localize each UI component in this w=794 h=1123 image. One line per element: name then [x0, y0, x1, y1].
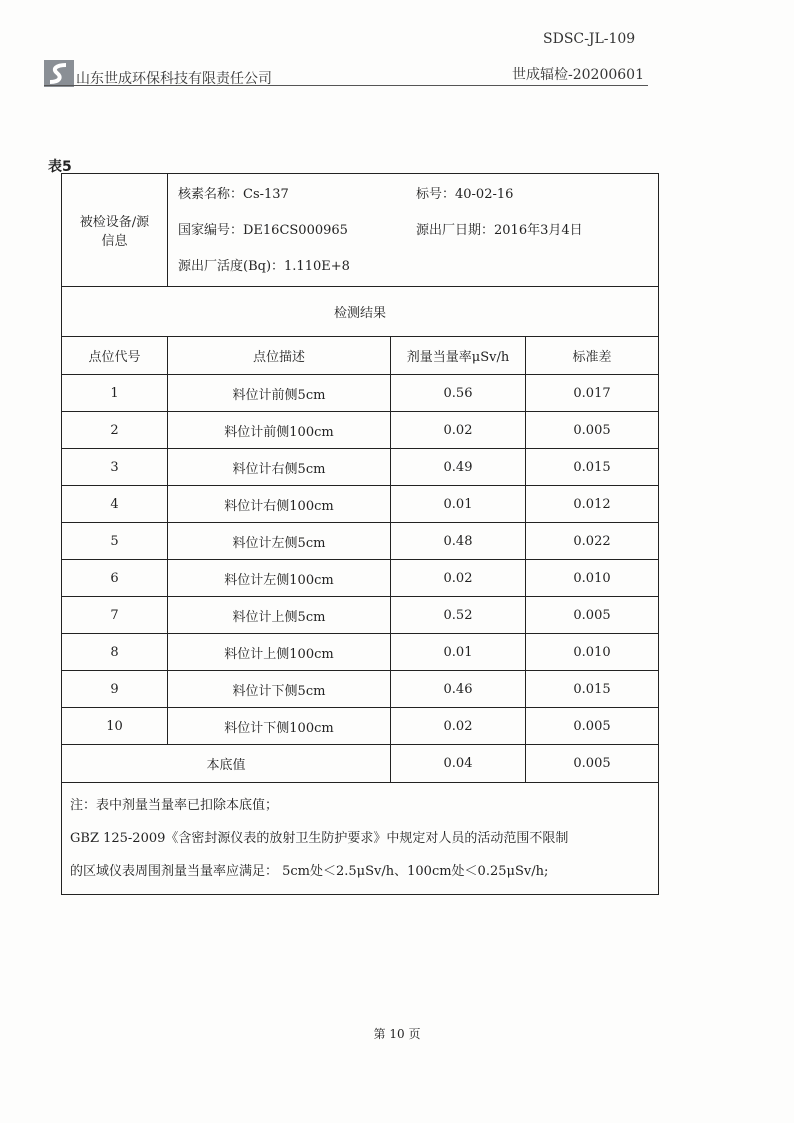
table-row — [62, 486, 659, 523]
point-description: 料位计上侧100cm — [168, 634, 391, 671]
table-header-row — [62, 337, 659, 375]
dose-rate: 0.02 — [391, 412, 526, 449]
standard-deviation: 0.005 — [526, 412, 659, 449]
column-header: 标准差 — [526, 337, 659, 375]
point-id: 2 — [62, 412, 168, 449]
note-line: GBZ 125-2009《含密封源仪表的放射卫生防护要求》中规定对人员的活动范围不限制 — [70, 831, 569, 846]
point-description: 料位计下侧100cm — [168, 708, 391, 745]
point-description: 料位计下侧5cm — [168, 671, 391, 708]
table-row — [62, 523, 659, 560]
background-row — [62, 745, 659, 783]
source-info-label: 被检设备/源信息 — [62, 174, 168, 287]
point-id: 4 — [62, 486, 168, 523]
company-name: 山东世成环保科技有限责任公司 — [76, 71, 272, 87]
background-sd: 0.005 — [526, 745, 659, 783]
factory-activity: 源出厂活度(Bq)：1.110E+8 — [178, 258, 350, 274]
table-row — [62, 671, 659, 708]
point-description: 料位计左侧5cm — [168, 523, 391, 560]
point-description: 料位计上侧5cm — [168, 597, 391, 634]
column-header: 剂量当量率μSv/h — [391, 337, 526, 375]
report-number: 世成辐检-20200601 — [512, 67, 644, 83]
measurement-table — [61, 173, 659, 895]
point-id: 10 — [62, 708, 168, 745]
column-header: 点位描述 — [168, 337, 391, 375]
table-row — [62, 634, 659, 671]
nuclide-name: 核素名称：Cs-137 — [178, 186, 289, 202]
point-id: 5 — [62, 523, 168, 560]
table-row — [62, 449, 659, 486]
dose-rate: 0.02 — [391, 560, 526, 597]
source-info-details — [168, 174, 659, 287]
table-row — [62, 708, 659, 745]
column-header: 点位代号 — [62, 337, 168, 375]
point-id: 8 — [62, 634, 168, 671]
national-number: 国家编号：DE16CS000965 — [178, 222, 348, 238]
table-row — [62, 560, 659, 597]
table-row — [62, 375, 659, 412]
point-id: 3 — [62, 449, 168, 486]
table-label: 表5 — [48, 159, 72, 175]
dose-rate: 0.46 — [391, 671, 526, 708]
standard-deviation: 0.010 — [526, 560, 659, 597]
results-title-row — [62, 287, 659, 337]
page-number: 第 10 页 — [373, 1027, 421, 1041]
note-line: 注：表中剂量当量率已扣除本底值； — [70, 798, 279, 813]
notes-row — [62, 783, 659, 895]
results-title: 检测结果 — [62, 287, 659, 337]
point-description: 料位计前侧5cm — [168, 375, 391, 412]
point-description: 料位计右侧100cm — [168, 486, 391, 523]
point-id: 1 — [62, 375, 168, 412]
standard-deviation: 0.005 — [526, 597, 659, 634]
source-tag: 标号：40-02-16 — [416, 186, 514, 202]
dose-rate: 0.01 — [391, 634, 526, 671]
standard-deviation: 0.017 — [526, 375, 659, 412]
standard-deviation: 0.010 — [526, 634, 659, 671]
background-label: 本底值 — [62, 745, 391, 783]
table-row — [62, 597, 659, 634]
dose-rate: 0.48 — [391, 523, 526, 560]
dose-rate: 0.52 — [391, 597, 526, 634]
company-logo-icon — [44, 60, 74, 87]
standard-deviation: 0.015 — [526, 671, 659, 708]
notes — [62, 783, 659, 895]
dose-rate: 0.49 — [391, 449, 526, 486]
point-id: 7 — [62, 597, 168, 634]
dose-rate: 0.01 — [391, 486, 526, 523]
background-rate: 0.04 — [391, 745, 526, 783]
point-description: 料位计前侧100cm — [168, 412, 391, 449]
point-id: 9 — [62, 671, 168, 708]
standard-deviation: 0.022 — [526, 523, 659, 560]
standard-deviation: 0.015 — [526, 449, 659, 486]
source-info-row — [62, 174, 659, 287]
header-divider — [44, 85, 648, 86]
dose-rate: 0.02 — [391, 708, 526, 745]
dose-rate: 0.56 — [391, 375, 526, 412]
note-line: 的区域仪表周围剂量当量率应满足： 5cm处＜2.5μSv/h、100cm处＜0.25μSv/h; — [70, 864, 549, 879]
point-description: 料位计左侧100cm — [168, 560, 391, 597]
table-row — [62, 412, 659, 449]
factory-date: 源出厂日期：2016年3月4日 — [416, 222, 583, 238]
document-code: SDSC-JL-109 — [543, 31, 636, 47]
point-id: 6 — [62, 560, 168, 597]
point-description: 料位计右侧5cm — [168, 449, 391, 486]
standard-deviation: 0.005 — [526, 708, 659, 745]
standard-deviation: 0.012 — [526, 486, 659, 523]
